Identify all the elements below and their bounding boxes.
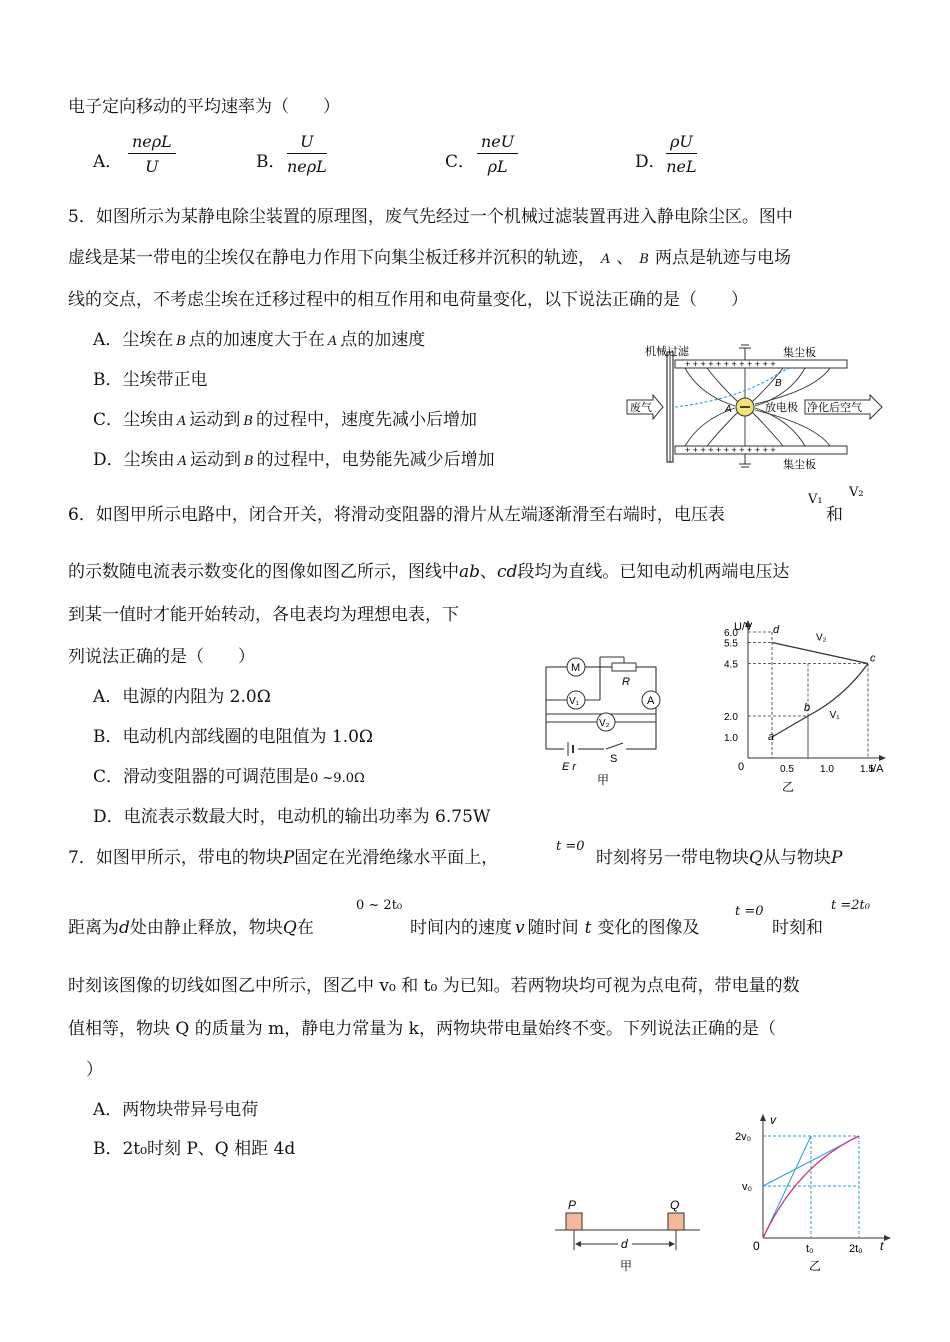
q6-v1: V₁ xyxy=(808,492,823,507)
fig-point-a: A xyxy=(725,404,732,415)
q6-and: 和 xyxy=(826,505,843,525)
q7-range: 0 ~ 2t₀ xyxy=(356,898,403,913)
q6-point-b: b xyxy=(804,702,811,714)
q7-line2-mid xyxy=(410,913,699,938)
q4-option-c-den: ρL xyxy=(487,157,508,176)
q7-fig-a-caption: 甲 xyxy=(620,1259,633,1273)
q7-t2: t =2t₀ xyxy=(831,898,870,913)
q4-option-c-fraction xyxy=(477,132,518,176)
q7-t0: t =0 xyxy=(556,839,585,854)
q6-line3: 到某一值时才能开始转动，各电表均为理想电表，下 xyxy=(68,605,459,625)
q6-xtick-label-2: 1.5 xyxy=(860,764,874,775)
q7-v-label: v xyxy=(770,1113,776,1127)
q7-t-label: t xyxy=(880,1239,884,1253)
q7-q2: Q xyxy=(282,918,297,938)
q6-series-v1-label: V₁ xyxy=(829,710,840,722)
q5-option-d-p3: 的过程中，电势能先减少后增加 xyxy=(256,450,495,470)
q7-vt-graph xyxy=(735,1110,895,1275)
q7-line1-p1: 7．如图甲所示，带电的物块 xyxy=(68,848,283,868)
battery-label: E r xyxy=(562,761,577,773)
top-collector-label: 集尘板 xyxy=(783,347,816,359)
q5-option-c-p2: 运动到 xyxy=(189,410,241,430)
switch-label: S xyxy=(610,753,618,765)
precipitator-diagram xyxy=(625,340,890,475)
q7-t0-b: t =0 xyxy=(735,904,764,919)
q5-option-c-b: B xyxy=(243,414,253,429)
q7-line1-p4: 从与物块 xyxy=(762,848,831,868)
q7-line4: 值相等，物块 Q 的质量为 m，静电力常量为 k，两物块带电量始终不变。下列说法正确的是（ xyxy=(68,1019,776,1039)
q6-line2-sep: 、 xyxy=(480,562,498,582)
q5-option-c xyxy=(93,405,477,430)
q5-point-a: A xyxy=(601,252,611,267)
q4-option-d-den: neL xyxy=(666,157,697,176)
circuit-frame xyxy=(546,667,656,749)
bottom-collector-label: 集尘板 xyxy=(783,459,816,471)
q6-option-a: A．电源的内阻为 2.0Ω xyxy=(93,687,271,707)
q6-origin: 0 xyxy=(738,761,745,773)
q5-option-d-a: A xyxy=(177,454,188,469)
top-plus-marks: + + + + + + + + + + + + xyxy=(685,359,776,369)
q7-line2-g: 时刻和 xyxy=(772,918,823,938)
q6-line1: 6．如图甲所示电路中，闭合开关，将滑动变阻器的滑片从左端逐渐滑至右端时，电压表 xyxy=(68,505,725,525)
q6-ytick-label-4: 1.0 xyxy=(724,733,738,744)
q6-option-c-range: 0 ~9.0Ω xyxy=(310,771,365,786)
circuit-diagram xyxy=(540,652,670,792)
q7-blocks-diagram xyxy=(550,1195,710,1275)
q4-option-a-letter: A． xyxy=(93,152,123,172)
q6-ab: ab xyxy=(459,562,481,582)
q7-v: v xyxy=(515,918,525,938)
q4-stem-end: 电子定向移动的平均速率为（ ） xyxy=(68,97,340,117)
q6-series-v2-label: V₂ xyxy=(816,632,827,644)
q7-line2-p1: 距离为 xyxy=(68,918,119,938)
q5-line2-text: 虚线是某一带电的尘埃仅在静电力作用下向集尘板迁移并沉积的轨迹， xyxy=(68,248,595,268)
q7-v-arrow-icon xyxy=(760,1114,766,1121)
q6-xtick-label-0: 0.5 xyxy=(780,764,794,775)
q5-option-d-p2: 运动到 xyxy=(190,450,242,470)
q6-point-d: d xyxy=(773,624,780,636)
q7-line2-p4: 时间内的速度 xyxy=(410,918,512,938)
q5-option-d xyxy=(93,445,495,470)
q6-ytick-label-0: 6.0 xyxy=(724,628,738,639)
q6-line2-p2: 段均为直线。已知电动机两端电压达 xyxy=(517,562,790,582)
q7-p: P xyxy=(282,848,295,868)
motor-label: M xyxy=(571,662,581,674)
block-p xyxy=(566,1213,582,1230)
q5-option-c-p1: C．尘埃由 xyxy=(93,410,175,430)
block-p-label: P xyxy=(568,1198,577,1212)
q6-point-c: c xyxy=(870,652,876,665)
q6-line-v2 xyxy=(772,643,868,664)
q7-p2: P xyxy=(830,848,843,868)
q6-ytick-label-3: 2.0 xyxy=(724,712,738,723)
q4-option-d-num: ρU xyxy=(666,132,697,154)
q5-line1: 5．如图所示为某静电除尘装置的原理图，废气先经过一个机械过滤装置再进入静电除尘区。图中 xyxy=(68,207,793,227)
q6-line-v1-ab xyxy=(772,716,808,737)
q6-point-a: a xyxy=(768,731,775,743)
q5-line2-end: 两点是轨迹与电场 xyxy=(654,248,791,268)
q7-t-arrow-icon xyxy=(884,1235,891,1241)
q5-point-b: B xyxy=(639,252,649,267)
q6-ytick-label-2: 4.5 xyxy=(724,659,738,671)
q6-x-arrow-icon xyxy=(879,755,886,761)
q5-option-a xyxy=(93,325,425,350)
q6-ylabel: U/V xyxy=(734,621,753,633)
q5-option-a-b: B xyxy=(176,334,186,349)
q4-option-b-den: neρL xyxy=(287,157,327,176)
q6-uv-graph xyxy=(700,618,890,796)
q6-ytick-label-1: 5.5 xyxy=(724,638,738,650)
q6-line4: 列说法正确的是（ ） xyxy=(68,647,255,667)
q6-cd: cd xyxy=(497,562,518,582)
q7-option-b: B．2t₀时刻 P、Q 相距 4d xyxy=(93,1139,296,1159)
q6-xtick-label-1: 1.0 xyxy=(820,764,834,775)
q7-line2-p3: 在 xyxy=(296,918,314,938)
q7-line2-p5: 随时间 xyxy=(527,918,579,938)
q5-option-a-p2: 点的加速度大于在 xyxy=(188,330,325,350)
fig-point-b: B xyxy=(775,378,782,389)
q7-origin: 0 xyxy=(753,1239,760,1253)
q7-line5: ） xyxy=(86,1060,103,1080)
q7-y-v0: v₀ xyxy=(742,1181,753,1193)
q7-d: d xyxy=(119,918,130,938)
q6-line2-p1: 的示数随电流表示数变化的图像如图乙所示，图线中 xyxy=(68,562,459,582)
q5-option-c-a: A xyxy=(177,414,187,429)
d-label: d xyxy=(621,1237,628,1251)
q5-option-b: B．尘埃带正电 xyxy=(93,370,208,390)
q4-option-a-fraction xyxy=(128,132,176,176)
q5-option-a-a: A xyxy=(327,334,338,349)
q7-line1-p3: 时刻将另一带电物块 xyxy=(596,848,749,868)
q4-option-d-fraction xyxy=(666,132,697,176)
q5-option-c-p3: 的过程中，速度先减小后增加 xyxy=(255,410,477,430)
q5-option-a-p3: 点的加速度 xyxy=(340,330,426,350)
q5-line3: 线的交点，不考虑尘埃在迁移过程中的相互作用和电荷量变化，以下说法正确的是（ ） xyxy=(68,290,748,310)
q7-guide-lines xyxy=(763,1136,859,1238)
q4-option-a-den: U xyxy=(145,157,159,176)
q4-option-b-fraction xyxy=(287,132,327,176)
q6-curve-v1-bc xyxy=(808,664,868,717)
bottom-plus-marks: + + + + + + + + + + + + xyxy=(685,445,776,455)
gas-in-label: 废气 xyxy=(630,402,652,414)
q6-marks xyxy=(724,624,876,775)
q7-line2-p6: 变化的图像及 xyxy=(597,918,700,938)
q7-x-2t0: 2t₀ xyxy=(849,1243,863,1255)
filter-label: 机械过滤 xyxy=(645,346,689,358)
q7-line1 xyxy=(68,843,498,868)
rheostat-symbol xyxy=(612,663,636,671)
voltmeter-2-label: V₂ xyxy=(599,718,610,729)
q4-option-b-num: U xyxy=(287,132,327,154)
q5-line2 xyxy=(68,243,791,268)
battery-gap xyxy=(564,743,578,755)
block-q xyxy=(668,1213,684,1230)
q4-option-d-letter: D． xyxy=(635,152,666,172)
q7-line1-rest xyxy=(596,843,842,868)
q6-line2 xyxy=(68,557,789,582)
q7-option-a: A．两物块带异号电荷 xyxy=(93,1100,259,1120)
q4-option-a-num: neρL xyxy=(128,132,176,154)
gas-out-label: 净化后空气 xyxy=(807,402,862,414)
q7-y-2v0: 2v₀ xyxy=(735,1131,752,1143)
block-q-label: Q xyxy=(670,1198,680,1212)
q6-graph-caption: 乙 xyxy=(782,780,795,794)
voltmeter-1-label: V₁ xyxy=(569,696,580,707)
q7-line1-p2: 固定在光滑绝缘水平面上， xyxy=(294,848,499,868)
d-arrow-right-icon xyxy=(669,1241,675,1247)
q6-option-c xyxy=(93,762,365,787)
q7-line3: 时刻该图像的切线如图乙中所示，图乙中 v₀ 和 t₀ 为已知。若两物块均可视为点电荷，带电量的数 xyxy=(68,976,800,996)
discharge-label: 放电极 xyxy=(765,402,798,414)
q7-line2-p2: 处由静止释放，物块 xyxy=(129,918,283,938)
q5-sep: 、 xyxy=(616,248,634,268)
circuit-caption: 甲 xyxy=(597,773,610,787)
q4-option-c-letter: C． xyxy=(445,152,476,172)
q7-q: Q xyxy=(749,848,763,868)
q4-option-c-num: neU xyxy=(477,132,518,154)
rheostat-label: R xyxy=(622,676,630,688)
q6-option-b: B．电动机内部线圈的电阻值为 1.0Ω xyxy=(93,727,374,747)
q7-fig-b-caption: 乙 xyxy=(809,1259,822,1273)
d-arrow-left-icon xyxy=(575,1241,581,1247)
q5-option-d-b: B xyxy=(244,454,254,469)
q7-line2 xyxy=(68,913,314,938)
ammeter-label: A xyxy=(647,695,655,707)
q6-option-c-p1: C．滑动变阻器的可调范围是 xyxy=(93,767,311,787)
q7-t: t xyxy=(584,918,592,938)
q6-option-d: D．电流表示数最大时，电动机的输出功率为 6.75W xyxy=(93,807,491,827)
q4-option-b-letter: B． xyxy=(256,152,286,172)
q5-option-a-p1: A．尘埃在 xyxy=(93,330,174,350)
q5-option-d-p1: D．尘埃由 xyxy=(93,450,175,470)
q7-x-t0: t₀ xyxy=(806,1243,814,1255)
q6-v2: V₂ xyxy=(849,485,864,500)
q6-xlabel: I/A xyxy=(870,763,884,775)
